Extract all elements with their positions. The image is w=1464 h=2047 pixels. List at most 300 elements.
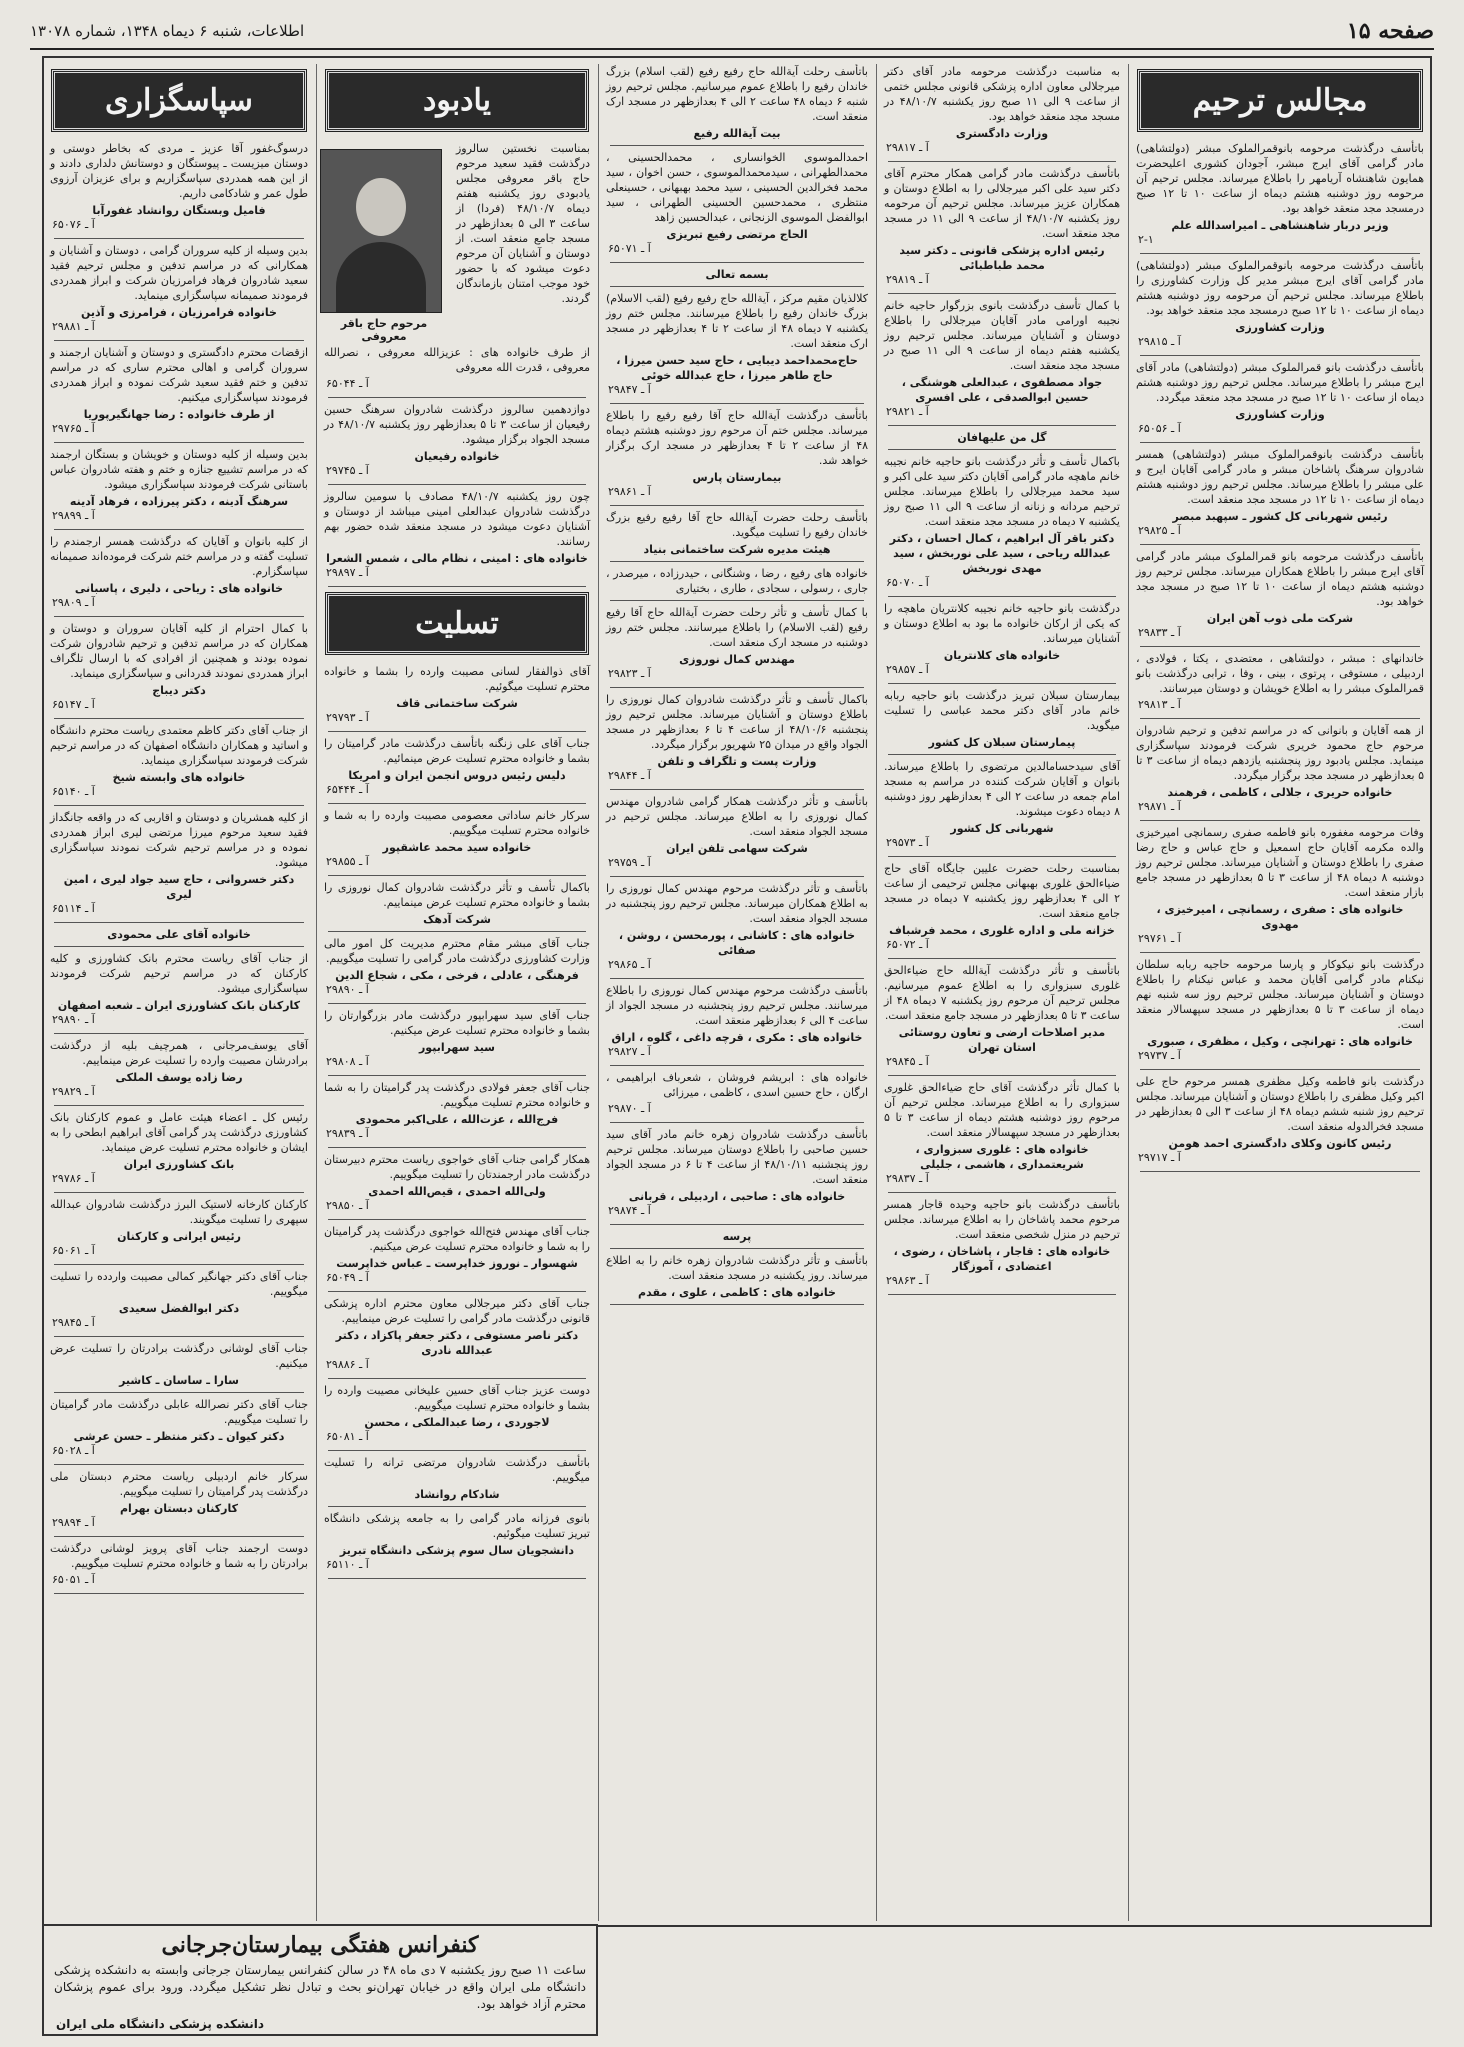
notice [44,810,314,923]
notice-reference: آ ـ ۲۹۸۵۷ [886,663,929,676]
notice-signature: دکتر باقر آل ابراهیم ، کمال احسان ، دکتر عبدالله ریاحی ، سید علی نوربخش ، سید مهدی نوربخش [889,532,1115,575]
notice-signature: الحاج مرتضی رفیع تبریزی [666,228,808,241]
notice-signature: خانواده فرامرزیان ، فرامرزی و آذین [81,306,277,319]
notice-separator [888,856,1116,857]
notice [44,723,314,806]
notice [1130,1074,1430,1172]
notice [878,1080,1126,1193]
notice-separator [54,1033,304,1034]
notice [600,408,874,506]
notice-signature: مدیر اصلاحات ارضی و تعاون روستائی استان تهران [898,1026,1106,1054]
notice [878,64,1126,162]
notice-text: باتأسف و تأثر درگذشت آیةالله حاج ضیاءالحق غلوری سبزواری را به اطلاع عموم میرسانیم. مجلس ترحیم آن مرحوم روز یکشنبه ۷ دیماه ۴۸ از ساعت ۳ تا ۵ بعدازظهر در مسجد جامع منعقد است. [884,964,1120,1022]
notice-separator [610,1065,864,1066]
notice-reference: آ ـ ۲۹۸۲۷ [608,1045,651,1058]
notice-reference: آ ـ ۲۹۸۲۹ [52,1085,95,1098]
notice-signature: پرسه [722,1230,752,1243]
notice [318,664,596,732]
notice-reference: آ ـ ۶۵۱۱۴ [52,902,95,915]
notice-separator [610,286,864,287]
notice-signature: رئیس کانون وکلای دادگستری احمد هومن [1168,1137,1392,1150]
notice-separator [888,449,1116,450]
notice [44,1110,314,1193]
notice-text: کلالذیان مقیم مرکز ، آیةالله حاج رفیع رفیع (لقب الاسلام) بزرگ خاندان رفیع را باطلاع میرسانند. مجلس ختم روز یکشنبه ۷ دیماه ۴۸ از ساعت ۲ تا ۴ بعدازظهر در مسجد ارک منعقد است. [606,292,869,350]
notice-reference: آ ـ ۲۹۸۸۱ [52,320,95,333]
notice [600,510,874,562]
column-rule [598,64,599,1921]
notice [318,808,596,876]
notice-text: به مناسبت درگذشت مرحومه مادر آقای دکتر میرجلالی معاون اداره پزشکی قانونی مجلس ختمی از ساعت ۹ الی ۱۱ صبح روز یکشنبه ۴۸/۱۰/۷ در مسجد مجد منعقد خواهد بود. [884,65,1120,123]
notice-signature: کارکنان بانک کشاورزی ایران ـ شعبه اصفهان [57,999,301,1012]
notice-reference: آ ـ ۲۹۷۴۵ [326,464,369,477]
notice [44,951,314,1034]
notice [44,1269,314,1337]
notice-text: باتأسف رحلت حضرت آیةالله حاج آقا رفیع رفیع بزرگ خاندان رفیع را تسلیت میگوید. [606,511,868,539]
notice [600,983,874,1066]
notice-text: جناب آقای مبشر مقام محترم مدیریت کل امور مالی وزارت کشاورزی درگذشت مادر گرامی را تسلیت میگوییم. [324,937,590,965]
notice-separator [54,922,304,923]
notice-signature: دانشجویان سال سوم پزشکی دانشگاه تبریز [339,1544,575,1557]
notice-reference: آ ـ ۶۵۰۸۱ [326,1430,369,1443]
notice-separator [1140,718,1420,719]
conference-body: ساعت ۱۱ صبح روز یکشنبه ۷ دی ماه ۴۸ در سالن کنفرانس بیمارستان جرجانی وابسته به دانشکده پزشکی دانشگاه ملی ایران واقع در خیابان تهران‌نو بحث و تبادل نظر تشکیل میگردد. ورود برای عموم پزشکان محترم آزاد خواهد بود. [54,1963,587,2011]
notice-reference: آ ـ ۲۹۸۹۹ [52,509,95,522]
notice-signature: وزارت کشاورزی [1235,321,1325,334]
notice-text: با کمال تأسف درگذشت بانوی بزرگوار حاجیه خانم نجیبه اورامی مادر آقایان میرجلالی را باطلاع دوستان و آشنایان میرساند. مجلس ترحیم روز یکشنبه هفتم دیماه از ساعت ۹ الی ۱۱ صبح در مسجد مجد منعقد است. [884,299,1120,372]
memorial-items [318,345,596,587]
notice-signature: هیئت مدیره شرکت ساختمانی بنیاد [643,543,831,556]
notice-reference: آ ـ ۲۹۸۶۳ [886,1274,929,1287]
notice [44,447,314,530]
notice-signature: خانواده سید محمد عاشقپور [382,841,532,854]
notice-signature: خانواده های : ریاحی ، دلیری ، پاسبانی [74,582,284,595]
notice-signature: پیمارستان سبلان کل کشور [928,736,1076,749]
notice-separator [888,1075,1116,1076]
notice-signature: سرهنگ آدینه ، دکتر پیرزاده ، فرهاد آدینه [69,495,289,508]
notice [600,881,874,979]
notice-reference: آ ـ ۲۹۸۷۱ [1138,800,1181,813]
notice [1130,723,1430,821]
notice [318,1511,596,1579]
notice-text: از کلیه همشریان و دوستان و اقاربی که در واقعه جانگداز فقید سعید مرحوم میرزا مرتضی لیری ابراز همدردی نموده و در مراسم ترحیم شرکت نمودند سپاسگزاری میشود. [50,811,308,869]
notice-text: از طرف خانواده های : عزیزالله معروفی ، نصرالله معروفی ، قدرت الله معروفی [324,346,590,374]
notice [318,1383,596,1451]
notice-signature: بیت آیةالله رفیع [693,127,781,140]
notice-separator [610,978,864,979]
notice [318,1455,596,1507]
notice-text: درگذشت بانو حاجیه خانم نجیبه کلانتریان ماهچه را که یکی از ارکان خانواده ما بود به اطلاع دوستان و آشنایان میرساند. [884,602,1120,645]
notice-separator [610,1224,864,1225]
notice-reference: آ ـ ۶۵۰۵۶ [1138,422,1181,435]
notice-text: باکمال تأسف و تأثر درگذشت شادروان کمال نوروزی را بشما و خانواده محترم تسلیت عرض مینماییم. [324,881,590,909]
notice-separator [610,262,864,263]
notice-reference: آ ـ ۲۹۸۱۳ [1138,698,1181,711]
notice-signature: ولی‌الله احمدی ، قیص‌الله احمدی [368,1185,546,1198]
notice [1130,651,1430,719]
notice-separator [1140,646,1420,647]
notice-text: باتأسف درگذشت مادر گرامی همکار محترم آقای دکتر سید علی اکبر میرجلالی را به اطلاع دوستان و همکاران عزیز میرساند. مجلس ترحیم آن مرحومه روز یکشنبه ۴۸/۱۰/۷ از ساعت ۹ الی ۱۱ در مسجد مجد منعقد است. [884,167,1120,240]
notice-signature: بسمه تعالی [705,268,769,281]
notice-text: جناب آقای علی زنگنه باتأسف درگذشت مادر گرامیتان را بشما و خانواده محترم تسلیت عرض مینمائیم. [324,737,590,765]
notice-reference: آ ـ ۲۹۷۳۷ [1138,1049,1181,1062]
photo-caption: مرحوم حاج باقر معروفی [340,317,428,343]
notice-text: رئیس کل ـ اعضاء هیئت عامل و عموم کارکنان بانک کشاورزی درگذشت پدر گرامی آقای ابراهیم ابطحی را به ایشان و خانواده محترم تسلیت عرض مینماید. [50,1111,308,1154]
memorial-portrait [320,149,442,313]
notice-separator [1140,1171,1420,1172]
notice-separator [54,616,304,617]
notice-signature: شرکت ساختمانی قاف [396,697,518,710]
notice [44,621,314,719]
notice-signature: خانواده های : قاجار ، پاشاخان ، رضوی ، اعتضادی ، آموزگار [893,1245,1111,1273]
condolence-items [318,664,596,1579]
notice-signature: خانواده های : کاظمی ، علوی ، مقدم [638,1286,836,1299]
notice [878,601,1126,684]
notice [44,141,314,239]
notice [1130,141,1430,254]
notice-text: باتأسف درگذشت بانوقمرالملوک مبشر (دولتشاهی) همسر شادروان سرهنگ پاشاخان مبشر و مادر گرامی آقایان ایرج و علی مبشر را باطلاع میرساند. مجلس ترحیم روز دوشنبه هشتم دیماه از ساعت ۱۰ تا ۱۲ در مسجد مجد منعقد است. [1136,448,1424,506]
notice-reference: آ ـ ۲۹۸۲۳ [608,667,651,680]
notice-reference: آ ـ ۶۵۰۷۲ [886,938,929,951]
notice [44,1038,314,1106]
notice-separator [328,1075,586,1076]
section-banner-thanks: سپاسگزاری [52,70,306,131]
notice-reference: آ ـ ۲۹۸۸۶ [326,1358,369,1371]
section-banner-condolence: تسلیت [326,593,588,654]
notice-text: سرکار خانم ساداتی معصومی مصیبت وارده را به شما و خانواده محترم تسلیت میگوییم. [324,809,590,837]
notice-text: همکار گرامی جناب آقای خواجوی ریاست محترم دبیرستان درگذشت مادر ارجمندتان را تسلیت میگوییم. [324,1153,590,1181]
notice-separator [610,1122,864,1123]
notice-reference: آ ـ ۶۵۰۷۰ [886,576,929,589]
notice-signature: رئیس ایرانی و کارکنان [117,1230,241,1243]
notice-text: بیمارستان سبلان تبریز درگذشت بانو حاجیه ربابه خانم مادر آقای دکتر محمد عباسی را تسلیت میگوید. [884,689,1120,732]
notice [878,166,1126,294]
notice [318,1152,596,1220]
notice-separator [1140,1069,1420,1070]
notice-reference: آ ـ ۲۹۸۳۳ [1138,626,1181,639]
notice-text: باتأسف و تأثر درگذشت همکار گرامی شادروان مهندس کمال نوروزی را به اطلاع میرساند. مجلس ترحیم در مسجد الجواد منعقد است. [606,795,868,838]
notice-signature: خانواده های : صاحبی ، اردبیلی ، قربانی [628,1190,846,1203]
notice-text: از جناب آقای ریاست محترم بانک کشاورزی و کلیه کارکنان که در مراسم ترحیم شرکت فرمودند سپاسگزاری میشود. [50,952,308,995]
notice-signature: دکتر دیباج [152,684,206,697]
notice-reference: آ ـ ۲۹۷۱۷ [1138,1151,1181,1164]
notice [600,64,874,146]
notice-text: وفات مرحومه مغفوره بانو فاطمه صفری رسمانچی امیرخیزی والده مکرمه آقایان حاج اسمعیل و حاج عباس و حاج رضا صفری را باطلاع دوستان و آشنایان میرساند. مجلس ترحیم روز دوشنبه ۸ دیماه ۴۸ از ساعت ۳ تا ۵ بعدازظهر در مسجد جامع بازار منعقد است. [1136,826,1424,899]
conference-signature: دانشکده پزشکی دانشگاه ملی ایران [56,2017,265,2031]
notice-separator [54,340,304,341]
memorial-intro-block [450,141,596,345]
notice-signature: خانواده آقای علی محمودی [107,928,251,941]
section-banner-memorial: یادبود [326,70,588,131]
notice [1130,258,1430,356]
notice-reference: آ ـ ۲۹۸۵۵ [326,855,369,868]
memorial-intro: بمناسبت نخستین سالروز درگذشت فقید سعید مرحوم حاج باقر معروفی مجلس یادبودی روز یکشنبه هفتم دیماه ۴۸/۱۰/۷ (فردا) از ساعت ۳ الی ۵ بعدازظهر در مسجد جامع منعقد است. از دوستان و آشنایان آن مرحوم دعوت میشود که با حضور خود موجب امتنان بازماندگان گردند. [456,142,591,305]
column-notices-2 [878,64,1126,1921]
notice-separator [1140,544,1420,545]
notice-text: باتأسف درگذشت مرحومه بانو قمرالملوک مبشر مادر گرامی آقای ایرج مبشر را باطلاع همکاران میرساند. مجلس ترحیم روز دوشنبه هشتم دیماه از ساعت ۱۰ تا ۱۲ صبح در مسجد مجد خواهد بود. [1136,550,1425,608]
notice-text: جناب آقای دکتر جهانگیر کمالی مصیبت واردده را تسلیت میگوییم. [50,1270,308,1298]
notice [600,794,874,877]
notice-signature: جواد مصطفوی ، عبدالعلی هوشنگی ، حسین ابوالصدقی ، علی افسری [901,376,1103,404]
notice [1130,360,1430,443]
notice-signature: بانک کشاورزی ایران [123,1158,235,1171]
notice-signature: دکتر خسروانی ، حاج سید جواد لیری ، امین لیری [63,873,295,901]
notice-reference: آ ـ ۶۵۰۵۱ [52,1573,95,1586]
notice-text: باکمال تأسف و تأثر درگذشت بانو حاجیه خانم نجیبه خانم ماهچه مادر گرامی آقایان دکتر سید علی اکبر و سید محمد میرجلالی را باطلاع میرساند. مجلس ترحیم مردانه و زنانه از ساعت ۹ الی ۱۱ صبح روز یکشنبه ۷ دیماه در مسجد مجد منعقد است. [884,455,1120,528]
notice [318,345,596,398]
notice-text: باتأسف و تأثر درگذشت مرحوم مهندس کمال نوروزی را به اطلاع همکاران میرساند. مجلس ترحیم روز پنجشنبه در مسجد الجواد منعقد است. [606,882,868,925]
notice-reference: آ ـ ۲۹۸۵۰ [326,1199,369,1212]
notice-text: بدین وسیله از کلیه دوستان و خویشان و بستگان ارجمند که در مراسم تشییع جنازه و ختم و هفته شادروان عباس باستانی شرکت فرمودند سپاسگزاری میشود. [50,448,308,491]
notice-signature: شهسوار ـ نوروز خداپرست ـ عباس خداپرست [336,1257,578,1270]
notice-reference: آ ـ ۲۹۸۲۱ [886,405,929,418]
notice [44,1541,314,1594]
notice-text: با کمال تأثر درگذشت آقای حاج ضیاءالحق غلوری سبزواری را به اطلاع میرساند. مجلس ترحیم آن مرحوم روز دوشنبه هشتم دیماه از ساعت ۳ تا ۵ بعدازظهر در مسجد سپهسالار منعقد است. [884,1081,1120,1139]
notice [600,291,874,404]
notice-reference: آ ـ ۲۹۸۳۷ [886,1172,929,1185]
notice-separator [54,1264,304,1265]
notice-signature: شرکت سهامی تلفن ایران [666,842,808,855]
notice-text: آقای سیدحسامالدین مرتضوی را باطلاع میرساند. بانوان و آقایان شرکت کننده در مراسم به مسجد امام جمعه در ساعت ۲ الی ۴ بعدازظهر روز دوشنبه ۸ دیماه دعوت میشوند. [884,760,1120,818]
notice [318,402,596,485]
notice-text: باتأسف رحلت آیةالله حاج رفیع رفیع (لقب اسلام) بزرگ خاندان رفیع را باطلاع عموم میرسانیم. مجلس ترحیم روز شنبه ۶ دیماه ۴۸ ساعت ۲ الی ۴ بعدازظهر در مسجد ارک منعقد است. [606,65,868,123]
notice-signature: رئیس شهربانی کل کشور ـ سپهبد مبصر [1172,510,1388,523]
notice-text: آقای یوسف‌مرجانی ، همرچیف بلیه از درگذشت برادرشان مصیبت وارده را تسلیت عرض مینماییم. [50,1039,308,1067]
notice-text: باتأسف درگذشت شادروان مرتضی ترانه را تسلیت میگوییم. [324,1456,590,1484]
notice-signature: وزارت پست و تلگراف و تلفن [657,755,817,768]
column-memorial-condolence [318,64,596,1921]
notice-separator [328,931,586,932]
column-mourning-ceremonies [1130,64,1430,1921]
notice-reference: آ ـ ۶۵۱۴۷ [52,698,95,711]
notice [600,605,874,688]
notice-text: درگذشت بانو فاطمه وکیل مظفری همسر مرحوم حاج علی اکبر وکیل مظفری را باطلاع دوستان و آشنایان میرساند. مجلس ترحیم روز شنبه ششم دیماه ۴۸ از ساعت ۳ الی ۵ بعدازظهر در مسجد فخرالدوله منعقد است. [1136,1075,1425,1133]
notice-signature: خانواده رفیعیان [414,450,500,463]
notice [878,430,1126,450]
notice-separator [328,1147,586,1148]
notice-reference: آ ـ ۲۹۸۴۵ [52,1316,95,1329]
notice [318,1080,596,1148]
notice-separator [888,1294,1116,1295]
notice-reference: آ ـ ۲۹۸۴۴ [608,769,651,782]
notice-signature: رضا زاده یوسف الملکی [115,1071,243,1084]
notice-text: از همه آقایان و بانوانی که در مراسم تدفین و ترحیم شادروان مرحوم حاج محمود خریری شرکت فرمودند سپاسگزاری مینماید. مجلس یادبود روز پنجشنبه یازدهم دیماه از ساعت ۳ تا ۵ بعدازظهر در مسجد مجد برگزار میگردد. [1136,724,1424,782]
notice [878,1197,1126,1295]
notice-text: درسوگ‌غفور آقا عزیز ـ مردی که بخاطر دوستی و دوستان میزیست ـ پیوستگان و دوستانش دلداری دادند و از این همه همدردی سپاسگزاریم و برای عزیزان آرزوی طول عمر و شادکامی داریم. [50,142,308,200]
notice-text: بانوی فرزانه مادر گرامی را به جامعه پزشکی دانشگاه تبریز تسلیت میگوئیم. [324,1512,590,1540]
notice-reference: آ ـ ۲۹۸۰۹ [52,596,95,609]
notice-text: از جناب آقای دکتر کاظم معتمدی ریاست محترم دانشگاه و اساتید و همکاران دانشگاه اصفهان که در مراسم ترحیم شرکت فرمودند سپاسگزاری مینماید. [50,724,308,767]
notice-separator [888,293,1116,294]
notice [878,298,1126,426]
notice-signature: دکتر کیوان ـ دکتر منتظر ـ حسن عرشی [73,1430,285,1443]
notice-signature: خانواده های : صفری ، رسمانچی ، امیرخیزی ، مهدوی [1156,903,1404,931]
notice-reference: آ ـ ۲۹۸۱۵ [1138,335,1181,348]
notice-reference: آ ـ ۲۹۸۹۴ [52,1516,95,1529]
notice [44,1397,314,1465]
notice-signature: لاجوردی ، رضا عبدالملکی ، محسن [364,1416,550,1429]
notice [44,345,314,443]
notice-signature: خانواده های : غلوری سبزواری ، شریعتمداری ، هاشمی ، جلیلی [915,1143,1089,1171]
notice-signature: شرکت آدهک [423,913,491,926]
notice-separator [1140,442,1420,443]
page-header [30,14,1434,50]
notice-separator [54,946,304,947]
notice-text: ازقضات محترم دادگستری و دوستان و آشنایان ارجمند و سروران گرامی و اهالی محترم ساری که در مراسم تدفین و ختم فقید سعید شرکت نموده و ابراز همدردی فرمودند سپاسگزاری میکنیم. [50,346,308,404]
notice-text: باتأسف درگذشت مرحومه بانوقمرالملوک مبشر (دولتشاهی) مادر گرامی آقای ایرج مبشر، آجودان کشوری اعلیحضرت همایون شاهنشاه آریامهر را باطلاع میرساند. مجلس ترحیم آن مرحومه روز دوشنبه هشتم دیماه از ساعت ۱۰ تا ۱۲ صبح درمسجد مجد منعقد خواهد بود. [1136,142,1424,215]
notice-text: باتأسف درگذشت آیةالله حاج آقا رفیع رفیع را باطلاع میرساند. مجلس ختم آن مرحوم روز دوشنبه هشتم دیماه ۴۸ از ساعت ۲ تا ۴ بعدازظهر در مسجد ارک برگزار خواهد شد. [606,409,869,467]
notice [318,936,596,1004]
notice-separator [54,1593,304,1594]
notice-text: آقای ذوالفقار لسانی مصیبت وارده را بشما و خانواده محترم تسلیت میگوئیم. [324,665,590,693]
notice-text: جناب آقای دکتر نصرالله عابلی درگذشت مادر گرامیتان را تسلیت میگوییم. [50,1398,308,1426]
notice [318,1224,596,1292]
notice-text: جناب آقای لوشانی درگذشت برادرتان را تسلیت عرض میکنیم. [50,1342,308,1370]
notice-reference: آ ـ ۶۵۴۴۴ [326,783,369,796]
notice-reference: آ ـ ۶۵۱۱۰ [326,1558,369,1571]
notice-signature: شرکت ملی ذوب آهن ایران [1206,612,1354,625]
notice-separator [888,425,1116,426]
notice-reference: آ ـ ۲۹۷۹۳ [326,711,369,724]
notice [44,1197,314,1265]
notice [44,1341,314,1393]
notice-separator [54,529,304,530]
notice-signature: خانواده های : کاشانی ، پورمحسن ، روشن ، صفائی [618,929,856,957]
notice-separator [54,238,304,239]
notice-text: جناب آقای جعفر فولادی درگذشت پدر گرامیتان را به شما و خانواده محترم تسلیت میگوییم. [324,1081,590,1109]
notice-reference: آ ـ ۲۹۷۶۱ [1138,932,1181,945]
notice-text: باتأسف درگذشت مرحومه بانوقمرالملوک مبشر (دولتشاهی) مادر گرامی آقای ایرج مبشر مدیر کل وزارت کشاورزی را باطلاع میرساند. مجلس ترحیم آن مرحومه روز دوشنبه هشتم دیماه از ساعت ۱۰ تا ۱۲ صبح درمسجد مجد منعقد خواهد بود. [1136,259,1424,317]
notice-text: خانواده های رفیع ، رضا ، وشنگانی ، حیدرزاده ، میرصدر ، جاری ، رسولی ، سجادی ، طاری ، بختیاری [606,567,868,595]
notice-reference: آ ـ ۶۵۰۷۱ [608,242,651,255]
notice-separator [54,1105,304,1106]
notice-separator [328,1219,586,1220]
notice-separator [328,484,586,485]
notice-reference: آ ـ ۲۹۸۹۰ [52,1013,95,1026]
notice-reference: آ ـ ۶۵۱۴۰ [52,785,95,798]
notice-text: بدین وسیله از کلیه سروران گرامی ، دوستان و آشنایان و همکارانی که در مراسم تدفین و مجلس ترحیم فقید سعید شادروان فرهاد فرامرزیان شرکت و ابراز همدردی فرمودند صمیمانه سپاسگزاری مینماید. [50,244,308,302]
notice [600,1253,874,1305]
notice-signature: فامیل وبستگان روانشاد غفورآبا [92,204,266,217]
notice-reference: آ ـ ۲۹۸۰۸ [326,1055,369,1068]
notice [878,688,1126,755]
notice-signature: وزارت کشاورزی [1235,408,1325,421]
notice-reference: آ ـ ۲۹۸۲۵ [1138,524,1181,537]
notice-signature: سید سهرابپور [418,1041,496,1054]
notice [1130,447,1430,545]
notice-separator [888,161,1116,162]
notice [1130,957,1430,1070]
notice-text: سرکار خانم اردبیلی ریاست محترم دبستان ملی درگذشت پدر گرامیتان را تسلیت میگوییم. [50,1470,308,1498]
notice-reference: آ ـ ۲۹۸۷۰ [608,1102,651,1115]
notice-separator [328,1578,586,1579]
notice-reference: آ ـ ۲۹۸۹۰ [326,983,369,996]
notice-signature: مهندس کمال نوروزی [679,653,795,666]
notice [318,880,596,932]
notice-separator [610,876,864,877]
notice-text: درگذشت بانو نیکوکار و پارسا مرحومه حاجیه ربابه سلطان نیکنام مادر گرامی آقایان محمد و عباس نیکنام را باطلاع دوستان و آشنایان میرساند. مجلس ترحیم روز سه شنبه نهم دیماه از ساعت ۳ تا ۵ بعدازظهر در مسجد سپهسالار منعقد است. [1136,958,1425,1031]
notice-text: باکمال تأسف و تأثر درگذشت شادروان کمال نوروزی را باطلاع دوستان و آشنایان میرساند. مجلس ترحیم روز پنجشنبه ۴۸/۱۰/۶ از ساعت ۴ تا ۶ بعدازظهر در مسجد الجواد واقع در میدان ۲۵ شهریور برگزار میگردد. [606,693,869,751]
notice-text: باتأسف درگذشت بانو قمرالملوک مبشر (دولتشاهی) مادر آقای ایرج مبشر را باطلاع میرساند. مجلس ترحیم روز دوشنبه هشتم دیماه از ساعت ۱۰ تا ۱۲ صبح در مسجد مجد منعقد میگردد. [1136,361,1424,404]
column-rule [1128,64,1129,1921]
notice-separator [328,397,586,398]
notice-text: جناب آقای دکتر میرجلالی معاون محترم اداره پزشکی قانونی درگذشت مادر گرامی را تسلیت عرض مینماییم. [324,1297,590,1325]
notice-reference: آ ـ ۲۹۷۵۹ [608,856,651,869]
notice-text: خاندانهای : مبشر ، دولتشاهی ، معتضدی ، یکتا ، فولادی ، اردبیلی ، مستوفی ، پرتوی ، بینی ، وفا ، ترابی درگذشت بانو قمرالملوک مبشر را به اطلاع خویشان و دوستان میرسانند. [1136,652,1424,695]
notice-signature: خانواده حریری ، جلالی ، کاظمی ، فرهمند [1167,786,1393,799]
notice-separator [610,1248,864,1249]
notice-text: احمدالموسوی الخوانساری ، محمدالحسینی ، محمدالطهرانی ، سیدمحمدالموسوی ، حسن اخوان ، سید محمد فخرالدین الحسینی ، سید محمد بهبهانی ، حسینعلی منتظری ، محمدحسین الحسینی الطهرانی ، سید ابوالفضل الموسوی الزنجانی ، عبدالحسین زاهد [606,151,868,224]
notice-separator [610,145,864,146]
notice-text: کارکنان کارخانه لاستیک البرز درگذشت شادروان عبدالله سپهری را تسلیت میگویند. [50,1198,308,1226]
notice-reference: آ ـ ۲۹۸۷۴ [608,1204,651,1217]
notice-signature: بیمارستان پارس [692,471,782,484]
notice-separator [610,505,864,506]
notice-text: دوست عزیز جناب آقای حسین علیخانی مصیبت وارده را بشما و خانواده محترم تسلیت میگوییم. [324,1384,590,1412]
notice-separator [54,718,304,719]
notice [318,1008,596,1076]
memorial-photo-block [318,141,450,345]
conference-announcement [42,1924,598,2036]
notice-separator [610,1304,864,1305]
notice [1130,825,1430,953]
notice-signature: خانواده های : مکری ، قرچه داغی ، گلوه ، اراق [611,1031,863,1044]
notice-text: بمناسبت رحلت حضرت علیین جایگاه آقای حاج ضیاءالحق غلوری بهبهانی مجلس ترحیمی از ساعت ۲ الی ۴ بعدازظهر روز یکشنبه ۷ دیماه در مسجد جامع منعقد است. [884,862,1120,920]
notice-signature: حاج‌محمداحمد دیبایی ، حاج سید حسن میرزا ، حاج طاهر میرزا ، حاج عبدالله خوئی [616,354,858,382]
notice-text: خانواده های : ابریشم فروشان ، شعرباف ابراهیمی ، ارگان ، حاج حسین اسدی ، کاظمی ، میرزائی [606,1071,868,1099]
notice-separator [54,1336,304,1337]
notice-signature: گل من علیهافان [957,431,1047,444]
notice-separator [610,403,864,404]
notice-separator [610,687,864,688]
notice-text: جناب آقای مهندس فتح‌الله خواجوی درگذشت پدر گرامیتان را به شما و خانواده محترم تسلیت عرض میکنیم. [324,1225,590,1253]
notice-separator [888,596,1116,597]
notice-separator [54,1392,304,1393]
notice-signature: از طرف خانواده : رضا جهانگیرپوریا [83,408,275,421]
notice [44,243,314,341]
notice-reference: آ ـ ۲۹۷۶۵ [52,422,95,435]
notice [600,566,874,601]
notice-reference: آ ـ ۲۹۸۶۵ [608,958,651,971]
page-number: صفحه ۱۵ [1346,18,1434,44]
notice-text: چون روز یکشنبه ۴۸/۱۰/۷ مصادف با سومین سالروز درگذشت شادروان عبدالعلی امینی میباشد از دوستان و آشنایان دعوت میشود در مسجد منعقد شده حضور بهم رسانند. [324,490,590,548]
notice [878,454,1126,597]
notice-signature: سارا ـ ساسان ـ کاشیر [119,1374,239,1387]
notice-reference: آ ـ ۲۹۸۱۹ [886,273,929,286]
notice-separator [610,561,864,562]
notice-text: با کمال احترام از کلیه آقایان سروران و دوستان و همکاران که در مراسم تدفین و ترحیم شادروان شرکت نموده بودند و همچنین از افرادی که با ارسال تلگراف ابراز همدردی نمودند قدردانی و سپاسگزاری مینماید. [50,622,308,680]
notice-signature: دکتر ابوالفضل سعیدی [118,1302,240,1315]
issue-line: اطلاعات، شنبه ۶ دیماه ۱۳۴۸، شماره ۱۳۰۷۸ [30,22,305,40]
notice-separator [54,442,304,443]
notice-signature: فرهنگی ، عادلی ، فرخی ، مکی ، شجاع الدین [335,969,579,982]
notice-separator [328,1378,586,1379]
notice-separator [328,1003,586,1004]
notice [600,150,874,263]
notice-text: باتأسف درگذشت مرحوم مهندس کمال نوروزی را باطلاع میرسانند. مجلس ترحیم روز پنجشنبه در مسجد الجواد از ساعت ۴ الی ۶ بعدازظهر منعقد است. [606,984,868,1027]
notice-text: باتأسف و تأثر درگذشت شادروان زهره خانم را به اطلاع میرساند. روز یکشنبه در مسجد منعقد است. [606,1254,868,1282]
notice-separator [888,1192,1116,1193]
notice-signature: خانواده های کلانتریان [943,649,1061,662]
notice [600,692,874,790]
notice-separator [610,600,864,601]
notice-signature: خانواده های وابسته شیخ [112,771,246,784]
notice-signature: شادکام روانشاد [414,1488,500,1501]
notice-reference: آ ـ ۲۹۸۴۵ [886,1055,929,1068]
notice-reference: آ ـ ۲۹۷۸۶ [52,1172,95,1185]
column-thanks [44,64,314,1921]
notice-text: باتأسف درگذشت بانو حاجیه وحیده قاجار همسر مرحوم محمد پاشاخان را به اطلاع میرساند. مجلس ترحیم در منزل شخصی منعقد است. [884,1198,1120,1241]
column-notices-3 [600,64,874,1921]
